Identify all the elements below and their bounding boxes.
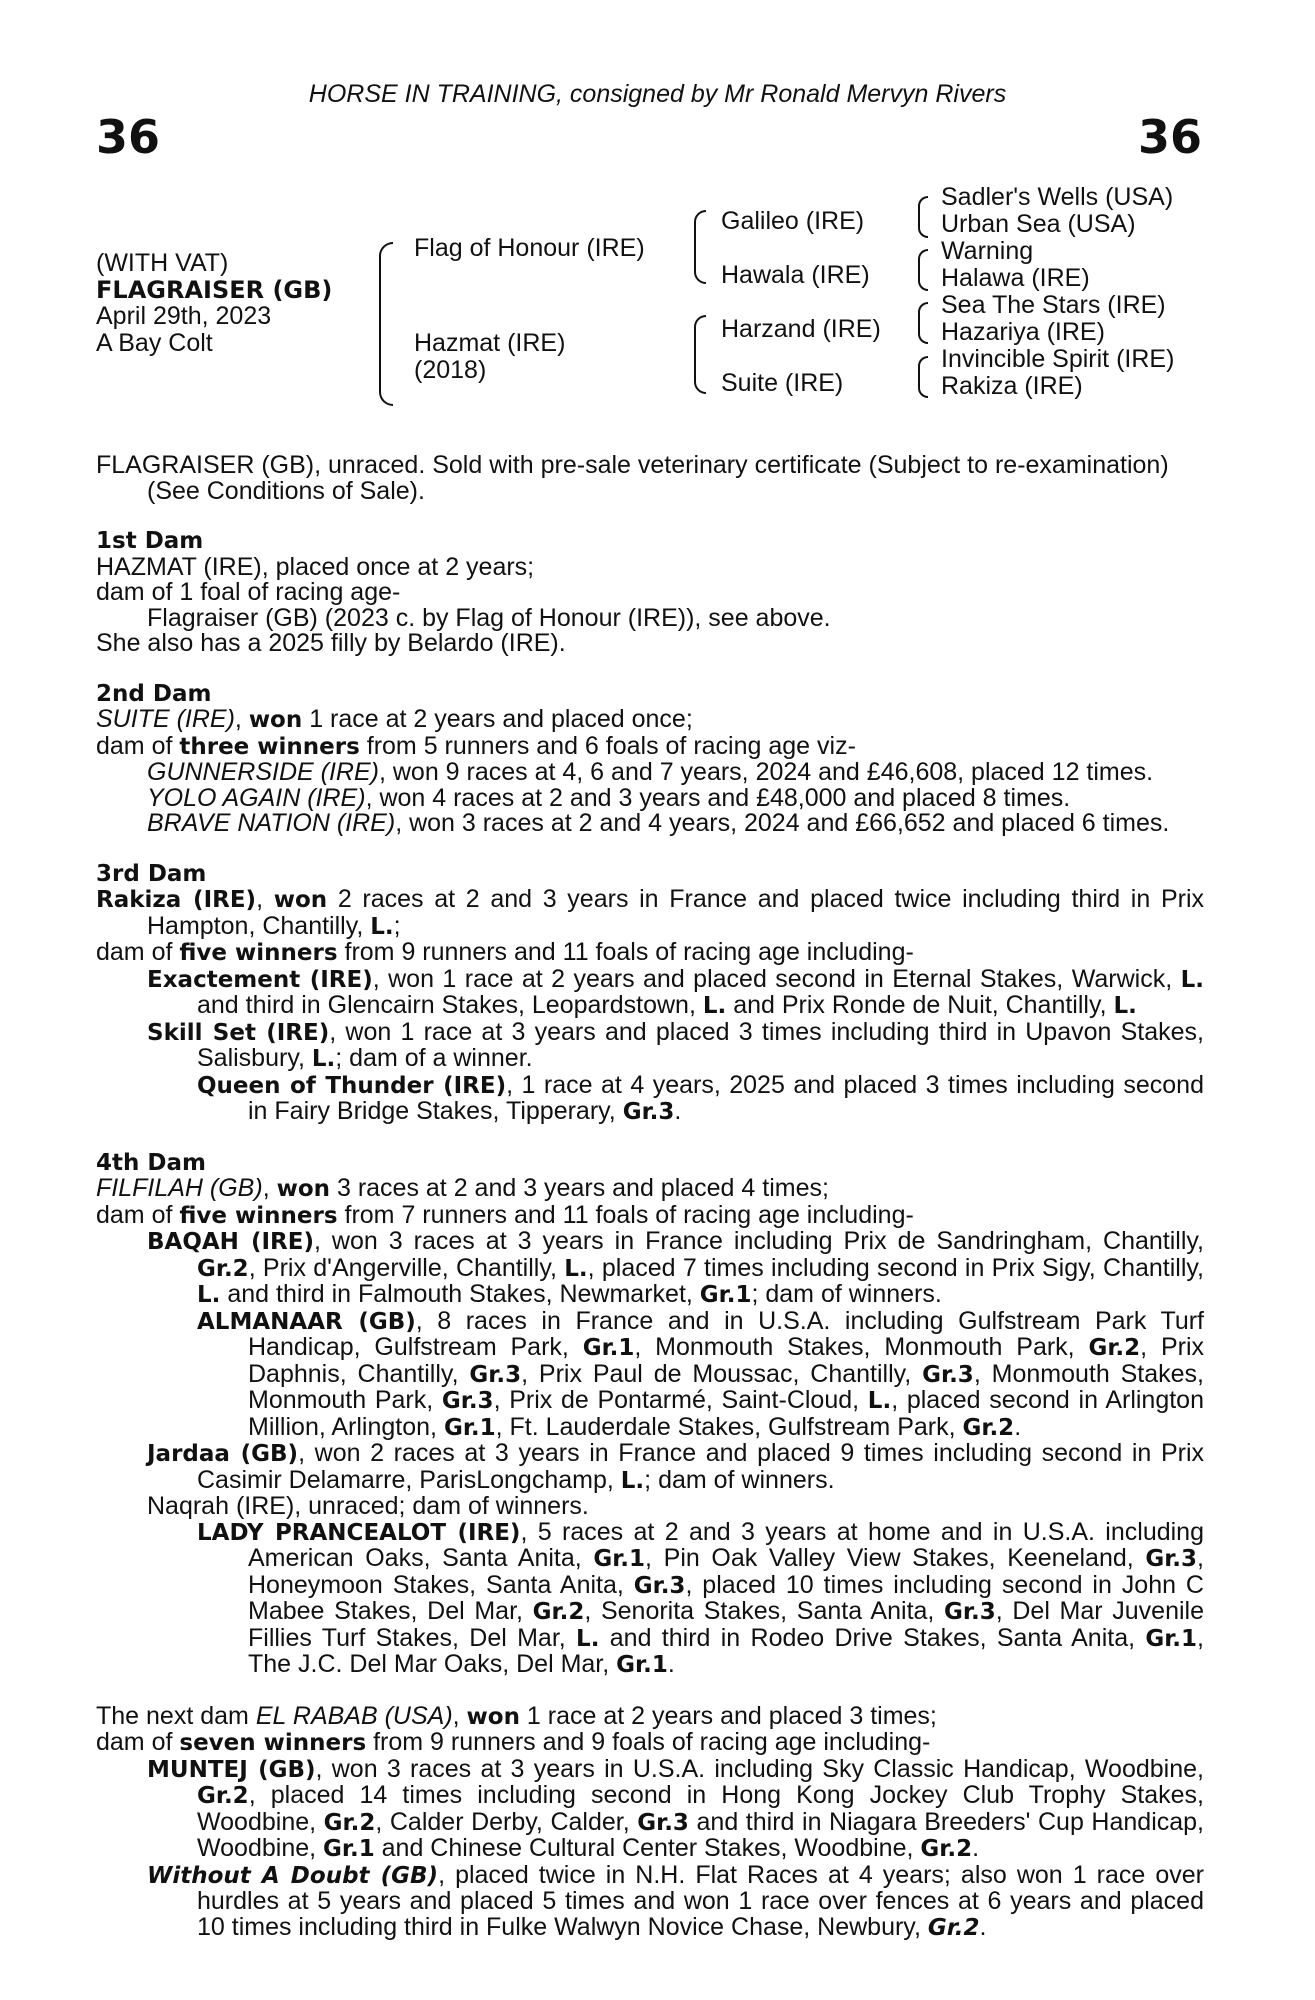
ancestor-4: Halawa (IRE) bbox=[941, 264, 1090, 292]
lot-number-right: 36 bbox=[1137, 110, 1202, 164]
next-dam-produce: dam of seven winners from 9 runners and 9 foals of racing age including- bbox=[96, 1728, 931, 1756]
horse-name: FLAGRAISER (GB) bbox=[96, 276, 333, 304]
sire: Flag of Honour (IRE) bbox=[414, 234, 645, 262]
produce-item: Jardaa (GB), won 2 races at 3 years in France and placed 9 times including second in Prix Casimir Delamarre, ParisLongchamp, L.; dam of winners. bbox=[147, 1439, 1204, 1494]
dam-dam: Suite (IRE) bbox=[721, 369, 844, 397]
ancestor-7: Invincible Spirit (IRE) bbox=[941, 345, 1175, 373]
produce-item: GUNNERSIDE (IRE), won 9 races at 4, 6 and 7 years, 2024 and £46,608, placed 12 times. bbox=[147, 758, 1154, 786]
second-dam-heading: 2nd Dam bbox=[96, 680, 212, 707]
sire-sire: Galileo (IRE) bbox=[721, 207, 865, 235]
third-dam-record: Rakiza (IRE), won 2 races at 2 and 3 years in France and placed twice including third in Prix Hampton, Chantilly, L.; bbox=[96, 885, 1204, 940]
catalogue-header: HORSE IN TRAINING, consigned by Mr Ronald Mervyn Rivers bbox=[308, 80, 1007, 108]
fourth-dam-heading: 4th Dam bbox=[96, 1149, 206, 1176]
brace-g3-2 bbox=[918, 249, 928, 291]
second-dam-produce: dam of three winners from 5 runners and 6 foals of racing age viz- bbox=[96, 731, 856, 760]
produce-item: Flagraiser (GB) (2023 c. by Flag of Honour (IRE)), see above. bbox=[147, 603, 831, 632]
fourth-dam-produce: dam of five winners from 7 runners and 11 foals of racing age including- bbox=[96, 1200, 914, 1229]
brace-g3-3 bbox=[918, 302, 928, 344]
ancestor-8: Rakiza (IRE) bbox=[941, 372, 1083, 400]
produce-item: YOLO AGAIN (IRE), won 4 races at 2 and 3 years and £48,000 and placed 8 times. bbox=[147, 783, 1071, 812]
ancestor-5: Sea The Stars (IRE) bbox=[941, 291, 1166, 319]
produce-item: BRAVE NATION (IRE), won 3 races at 2 and 4 years, 2024 and £66,652 and placed 6 times. bbox=[147, 809, 1170, 837]
second-dam-record: SUITE (IRE), won 1 race at 2 years and placed once; bbox=[96, 705, 693, 733]
first-dam-note: She also has a 2025 filly by Belardo (IRE). bbox=[96, 629, 566, 657]
produce-item: BAQAH (IRE), won 3 races at 3 years in France including Prix de Sandringham, Chantilly, Gr.2, Prix d'Angerville, Chantilly, L., placed 7 times including second in Prix Sigy, Chantilly, L. and third in Falmouth Stakes, Newmarket, Gr.1; dam of winners. bbox=[147, 1227, 1205, 1308]
dam-sire: Harzand (IRE) bbox=[721, 315, 881, 343]
dam: Hazmat (IRE) bbox=[414, 329, 566, 357]
produce-item: Without A Doubt (GB), placed twice in N.H. Flat Races at 4 years; also won 1 race over hurdles at 5 years and placed 5 times and won 1 race over fences at 6 years and placed 10 times including third in Fulke Walwyn Novice Chase, Newbury, Gr.2. bbox=[147, 1860, 1204, 1941]
brace-parents bbox=[379, 242, 393, 406]
next-dam-record: The next dam EL RABAB (USA), won 1 race at 2 years and placed 3 times; bbox=[96, 1701, 937, 1730]
brace-g3-4 bbox=[918, 356, 928, 398]
first-dam-heading: 1st Dam bbox=[96, 528, 204, 554]
produce-item: LADY PRANCEALOT (IRE), 5 races at 2 and 3 years at home and in U.S.A. including American Oaks, Santa Anita, Gr.1, Pin Oak Valley View Stakes, Keeneland, Gr.3, Honeymoon Stakes, Santa Anita, Gr.3, placed 10 times including second in John C Mabee Stakes, Del Mar, Gr.2, Senorita Stakes, Santa Anita, Gr.3, Del Mar Juvenile Fillies Turf Stakes, Del Mar, L. and third in Rodeo Drive Stakes, Santa Anita, Gr.1, The J.C. Del Mar Oaks, Del Mar, Gr.1. bbox=[197, 1517, 1204, 1678]
produce-item: Skill Set (IRE), won 1 race at 3 years and placed 3 times including third in Upavon Stakes, Salisbury, L.; dam of a winner. bbox=[147, 1017, 1204, 1072]
ancestor-3: Warning bbox=[941, 237, 1034, 265]
intro-line-2: (See Conditions of Sale). bbox=[147, 476, 425, 505]
catalogue-body bbox=[96, 453, 1204, 1941]
produce-item: MUNTEJ (GB), won 3 races at 3 years in U.S.A. including Sky Classic Handicap, Woodbine, Gr.2, placed 14 times including second in Hong Kong Jockey Club Trophy Stakes, Woodbine, Gr.2, Calder Derby, Calder, Gr.3 and third in Niagara Breeders' Cup Handicap, Woodbine, Gr.1 and Chinese Cultural Center Stakes, Woodbine, Gr.2. bbox=[147, 1754, 1204, 1862]
pedigree-table bbox=[96, 183, 1206, 415]
vat-note: (WITH VAT) bbox=[96, 249, 229, 277]
ancestor-2: Urban Sea (USA) bbox=[941, 210, 1136, 238]
dam-year: (2018) bbox=[414, 356, 487, 384]
third-dam-heading: 3rd Dam bbox=[96, 860, 207, 887]
produce-item: Queen of Thunder (IRE), 1 race at 4 years, 2025 and placed 3 times including second in Fairy Bridge Stakes, Tipperary, Gr.3. bbox=[197, 1070, 1204, 1125]
ancestor-6: Hazariya (IRE) bbox=[941, 318, 1105, 346]
first-dam-produce: dam of 1 foal of racing age- bbox=[96, 578, 401, 606]
brace-g3-1 bbox=[918, 196, 928, 238]
third-dam-produce: dam of five winners from 9 runners and 11 foals of racing age including- bbox=[96, 938, 914, 966]
horse-description: A Bay Colt bbox=[96, 329, 213, 357]
sire-dam: Hawala (IRE) bbox=[721, 261, 870, 289]
produce-item: ALMANAAR (GB), 8 races in France and in U.S.A. including Gulfstream Park Turf Handicap, Gulfstream Park, Gr.1, Monmouth Stakes, Monmouth Park, Gr.2, Prix Daphnis, Chantilly, Gr.3, Prix Paul de Moussac, Chantilly, Gr.3, Monmouth Stakes, Monmouth Park, Gr.3, Prix de Pontarmé, Saint-Cloud, L., placed second in Arlington Million, Arlington, Gr.1, Ft. Lauderdale Stakes, Gulfstream Park, Gr.2. bbox=[197, 1306, 1204, 1441]
produce-item: Exactement (IRE), won 1 race at 2 years and placed second in Eternal Stakes, Warwick, L. and third in Glencairn Stakes, Leopardstown, L. and Prix Ronde de Nuit, Chantilly, L. bbox=[147, 964, 1204, 1019]
lot-number-left: 36 bbox=[96, 110, 161, 164]
produce-item: Naqrah (IRE), unraced; dam of winners. bbox=[147, 1492, 589, 1520]
ancestor-1: Sadler's Wells (USA) bbox=[941, 183, 1174, 211]
brace-dam-parents bbox=[694, 315, 706, 394]
fourth-dam-record: FILFILAH (GB), won 3 races at 2 and 3 years and placed 4 times; bbox=[96, 1174, 829, 1202]
brace-sire-parents bbox=[694, 210, 706, 284]
foaling-date: April 29th, 2023 bbox=[96, 302, 272, 330]
intro-line: FLAGRAISER (GB), unraced. Sold with pre-sale veterinary certificate (Subject to re-examination) bbox=[96, 451, 1169, 479]
first-dam-record: HAZMAT (IRE), placed once at 2 years; bbox=[96, 552, 535, 581]
